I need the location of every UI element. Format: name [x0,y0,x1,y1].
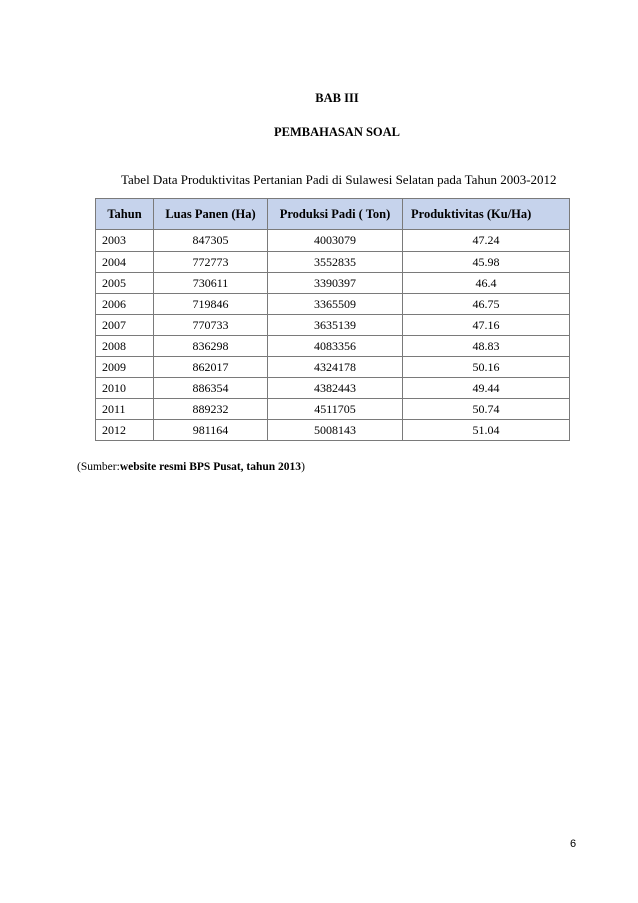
cell-produksi: 4083356 [268,336,403,357]
cell-luas-panen: 862017 [154,357,268,378]
table-row [96,273,570,294]
cell-produktivitas: 49.44 [403,378,570,399]
cell-produktivitas: 50.74 [403,399,570,420]
cell-produksi: 4003079 [268,230,403,252]
column-header-produksi-padi: Produksi Padi ( Ton) [268,199,403,230]
cell-produktivitas: 45.98 [403,252,570,273]
table-row [96,399,570,420]
source-reference: website resmi BPS Pusat, tahun 2013 [119,461,302,473]
cell-luas-panen: 886354 [154,378,268,399]
cell-year: 2008 [96,336,154,357]
cell-luas-panen: 770733 [154,315,268,336]
cell-produksi: 3390397 [268,273,403,294]
cell-year: 2012 [96,420,154,441]
cell-produktivitas: 47.16 [403,315,570,336]
table-header-row [96,199,570,230]
cell-produksi: 3552835 [268,252,403,273]
cell-year: 2006 [96,294,154,315]
table-row [96,420,570,441]
cell-year: 2010 [96,378,154,399]
cell-produktivitas: 46.75 [403,294,570,315]
cell-year: 2004 [96,252,154,273]
cell-year: 2003 [96,230,154,252]
page-number: 6 [570,838,577,850]
cell-produktivitas: 50.16 [403,357,570,378]
source-close: ) [301,461,305,473]
cell-produksi: 3635139 [268,315,403,336]
source-note [77,461,305,473]
cell-luas-panen: 730611 [154,273,268,294]
cell-year: 2009 [96,357,154,378]
cell-year: 2011 [96,399,154,420]
table-row [96,252,570,273]
cell-luas-panen: 847305 [154,230,268,252]
data-table [95,198,570,441]
column-header-tahun: Tahun [96,199,154,230]
chapter-heading: BAB III [315,91,359,105]
table-row [96,315,570,336]
table-row [96,294,570,315]
cell-produktivitas: 51.04 [403,420,570,441]
source-open: (Sumber: [77,461,120,473]
cell-luas-panen: 836298 [154,336,268,357]
cell-luas-panen: 889232 [154,399,268,420]
cell-luas-panen: 719846 [154,294,268,315]
table-row [96,378,570,399]
column-header-luas-panen: Luas Panen (Ha) [154,199,268,230]
table-caption: Tabel Data Produktivitas Pertanian Padi di Sulawesi Selatan pada Tahun 2003-2012 [121,172,557,187]
table-row [96,336,570,357]
cell-produksi: 3365509 [268,294,403,315]
table-body [96,230,570,441]
cell-luas-panen: 772773 [154,252,268,273]
cell-produksi: 4511705 [268,399,403,420]
column-header-produktivitas: Produktivitas (Ku/Ha) [403,199,570,230]
section-heading: PEMBAHASAN SOAL [273,125,401,139]
table-row [96,357,570,378]
cell-produktivitas: 47.24 [403,230,570,252]
cell-produktivitas: 46.4 [403,273,570,294]
cell-year: 2005 [96,273,154,294]
table-row [96,230,570,252]
cell-year: 2007 [96,315,154,336]
cell-luas-panen: 981164 [154,420,268,441]
cell-produksi: 4382443 [268,378,403,399]
cell-produksi: 5008143 [268,420,403,441]
cell-produktivitas: 48.83 [403,336,570,357]
cell-produksi: 4324178 [268,357,403,378]
